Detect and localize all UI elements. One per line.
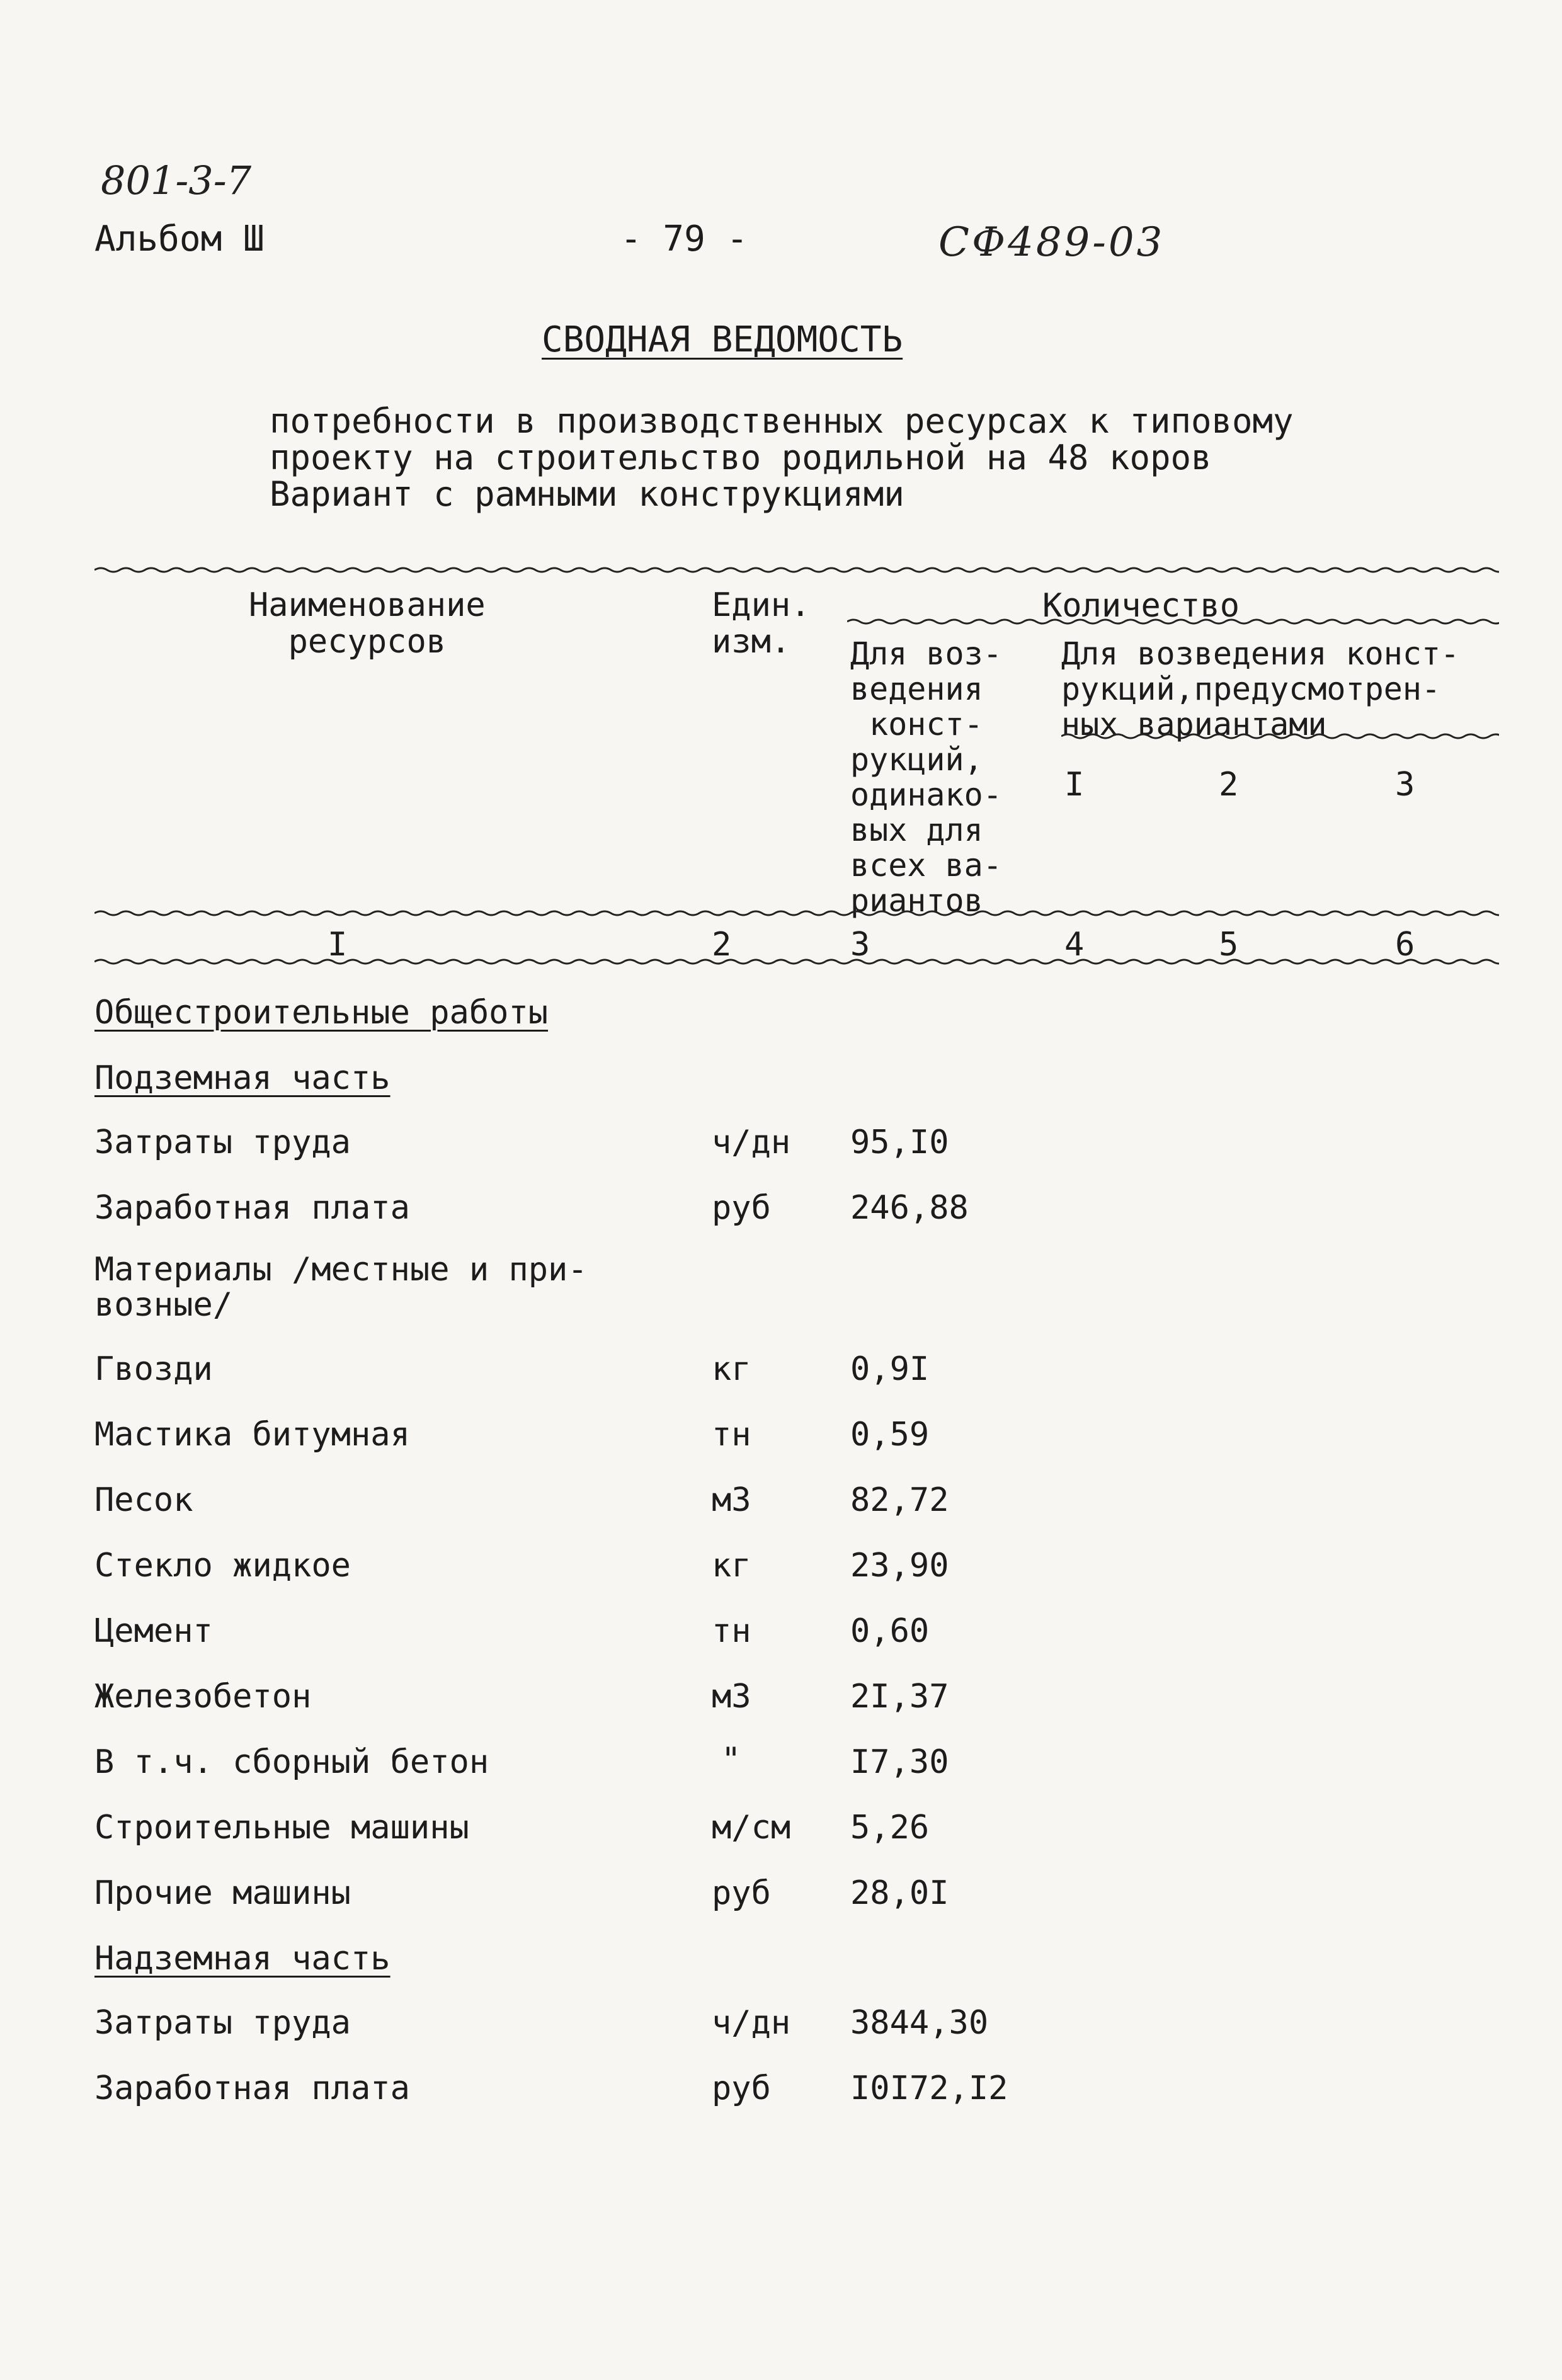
header-bottom-border — [94, 909, 1499, 918]
variant-number-3: 3 — [1395, 766, 1415, 804]
section-underground: Подземная часть — [94, 1059, 390, 1097]
table-top-border — [94, 566, 1499, 574]
row-unit: руб — [712, 1874, 771, 1912]
col-number-3: 3 — [850, 926, 870, 964]
row-value: 28,0I — [850, 1874, 949, 1912]
row-value: 0,59 — [850, 1416, 930, 1454]
row-name: Затраты труда — [94, 1124, 351, 1161]
row-unit: руб — [712, 2070, 771, 2107]
row-unit: тн — [712, 1612, 751, 1650]
row-value: 5,26 — [850, 1809, 930, 1847]
subtitle — [270, 403, 1294, 513]
row-unit: кг — [712, 1350, 751, 1388]
row-value: 246,88 — [850, 1189, 969, 1227]
header-name: Наименование ресурсов — [249, 586, 486, 661]
row-value: I7,30 — [850, 1743, 949, 1781]
row-name: Прочие машины — [94, 1874, 351, 1912]
header-common: Для воз- ведения конст- рукций, одинако- вых для всех ва- риантов — [850, 635, 1002, 919]
row-value: I0I72,I2 — [850, 2070, 1008, 2107]
row-name: Затраты труда — [94, 2004, 351, 2042]
row-unit: руб — [712, 1189, 771, 1227]
stamp-code: СФ489-03 — [938, 219, 1165, 266]
subtitle-line-1: потребности в производственных ресурсах к типовому — [270, 401, 1294, 441]
row-value: 3844,30 — [850, 2004, 989, 2042]
page-number: - 79 - — [620, 219, 748, 259]
row-name: Материалы /местные и при- возные/ — [94, 1251, 588, 1324]
row-name: Цемент — [94, 1612, 213, 1650]
row-name: Железобетон — [94, 1678, 312, 1716]
variant-number-2: 2 — [1219, 766, 1239, 804]
quantity-underline — [847, 617, 1499, 626]
col-number-1: I — [328, 926, 348, 964]
row-value: 82,72 — [850, 1481, 949, 1519]
row-unit: м3 — [712, 1481, 751, 1519]
row-unit: ч/дн — [712, 2004, 791, 2042]
page-title: СВОДНАЯ ВЕДОМОСТЬ — [542, 319, 903, 360]
row-value: 2I,37 — [850, 1678, 949, 1716]
row-value: 23,90 — [850, 1547, 949, 1585]
variants-underline — [1061, 732, 1499, 741]
row-name: Песок — [94, 1481, 193, 1519]
row-unit: " — [721, 1741, 741, 1779]
row-value: 95,I0 — [850, 1124, 949, 1161]
row-name: Заработная плата — [94, 1189, 410, 1227]
section-general-works: Общестроительные работы — [94, 994, 549, 1032]
row-name: Мастика битумная — [94, 1416, 410, 1454]
row-unit: тн — [712, 1416, 751, 1454]
column-numbers-border — [94, 957, 1499, 966]
row-unit: ч/дн — [712, 1124, 791, 1161]
subtitle-line-3: Вариант с рамными конструкциями — [270, 474, 904, 514]
row-name: Стекло жидкое — [94, 1547, 351, 1585]
row-value: 0,9I — [850, 1350, 930, 1388]
col-number-5: 5 — [1219, 926, 1239, 964]
col-number-6: 6 — [1395, 926, 1415, 964]
row-name: Заработная плата — [94, 2070, 410, 2107]
doc-code: 801-3-7 — [101, 157, 252, 203]
col-number-4: 4 — [1064, 926, 1085, 964]
section-above-ground: Надземная часть — [94, 1940, 390, 1978]
col-number-2: 2 — [712, 926, 732, 964]
row-unit: кг — [712, 1547, 751, 1585]
subtitle-line-2: проекту на строительство родильной на 48 коров — [270, 438, 1212, 477]
header-quantity: Количество — [1042, 587, 1240, 625]
variant-number-1: I — [1064, 766, 1085, 804]
header-variants: Для возведения конст- рукций,предусмотрен- ных вариантами — [1061, 635, 1460, 743]
row-unit: м3 — [712, 1678, 751, 1716]
row-name: Гвозди — [94, 1350, 213, 1388]
header-unit: Един. изм. — [712, 586, 811, 661]
row-name: В т.ч. сборный бетон — [94, 1743, 489, 1781]
album-label: Альбом Ш — [94, 219, 265, 259]
row-unit: м/см — [712, 1809, 791, 1847]
row-name: Строительные машины — [94, 1809, 469, 1847]
row-value: 0,60 — [850, 1612, 930, 1650]
